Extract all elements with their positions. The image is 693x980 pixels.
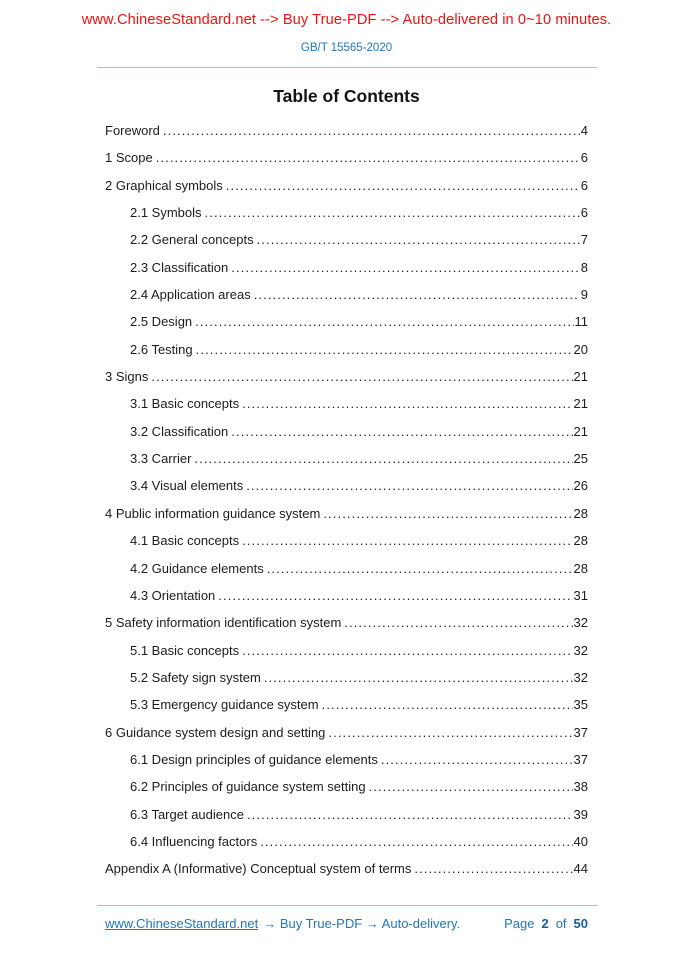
toc-entry[interactable]: [105, 199, 588, 226]
toc-entry-page: 9: [580, 287, 588, 303]
toc-dot-leader: [264, 664, 573, 691]
toc-entry-page: 37: [573, 724, 588, 740]
toc-entry-page: 6: [580, 177, 588, 193]
toc-entry-label: 4.3 Orientation: [130, 587, 216, 603]
toc-entry-page: 28: [573, 533, 588, 549]
toc-entry-label: 1 Scope: [105, 150, 153, 166]
toc-dot-leader: [163, 117, 580, 144]
toc-entry-label: 3.4 Visual elements: [130, 478, 244, 494]
toc-entry-page: 31: [573, 587, 588, 603]
toc-entry[interactable]: [105, 637, 588, 664]
toc-entry-page: 4: [580, 123, 588, 138]
toc-entry-label: 6.1 Design principles of guidance elements: [130, 751, 378, 767]
toc-entry-page: 21: [573, 369, 588, 385]
toc-entry-page: 20: [573, 341, 588, 357]
toc-entry-label: 3 Signs: [105, 369, 149, 385]
footer-promo: [105, 916, 460, 931]
toc-entry-page: 6: [580, 205, 588, 221]
toc-entry[interactable]: [105, 336, 588, 363]
toc-entry-label: 2.1 Symbols: [130, 205, 202, 221]
toc-dot-leader: [323, 500, 572, 527]
toc-dot-leader: [205, 199, 580, 226]
toc-entry-page: 39: [573, 806, 588, 822]
toc-dot-leader: [414, 855, 572, 882]
footer: [105, 916, 588, 931]
of-label: of: [555, 916, 567, 931]
toc-entry-page: 38: [573, 779, 588, 795]
toc-entry-label: 4 Public information guidance system: [105, 505, 321, 521]
toc-entry[interactable]: [105, 746, 588, 773]
page-current: 2: [541, 916, 549, 931]
footer-tagline: → Buy True-PDF → Auto-delivery.: [263, 916, 461, 931]
toc-entry[interactable]: [105, 172, 588, 199]
toc-entry-label: 5 Safety information identification system: [105, 615, 342, 631]
toc-entry-page: 28: [573, 505, 588, 521]
toc-entry[interactable]: [105, 254, 588, 281]
toc-entry-label: 6.2 Principles of guidance system setting: [130, 779, 366, 795]
toc-entry[interactable]: [105, 144, 588, 171]
toc-entry-label: 3.3 Carrier: [130, 451, 192, 467]
toc-dot-leader: [328, 719, 572, 746]
toc-entry-label: 4.2 Guidance elements: [130, 560, 264, 576]
page-total: 50: [573, 916, 588, 931]
toc-entry-label: 3.1 Basic concepts: [130, 396, 240, 412]
toc-entry-page: 21: [573, 396, 588, 412]
toc-entry-label: 6 Guidance system design and setting: [105, 724, 326, 740]
toc-entry-page: 32: [573, 615, 588, 631]
toc-entry[interactable]: [105, 773, 588, 800]
toc-entry-page: 26: [573, 478, 588, 494]
toc-entry[interactable]: [105, 390, 588, 417]
toc-entry-page: 21: [573, 423, 588, 439]
toc-entry[interactable]: [105, 308, 588, 335]
toc-entry[interactable]: [105, 582, 588, 609]
toc-entry-label: 4.1 Basic concepts: [130, 533, 240, 549]
toc-dot-leader: [242, 390, 572, 417]
footer-site-link[interactable]: www.ChineseStandard.net: [105, 916, 259, 931]
toc-entry-label: 2 Graphical symbols: [105, 177, 223, 193]
toc-entry[interactable]: [105, 500, 588, 527]
toc-dot-leader: [151, 363, 572, 390]
toc-entry-page: 7: [580, 232, 588, 248]
page-label: Page: [504, 916, 535, 931]
toc-dot-leader: [156, 144, 580, 171]
toc-entry-page: 44: [573, 861, 588, 877]
toc-entry-page: 11: [574, 314, 588, 330]
toc-entry-label: 2.3 Classification: [130, 259, 229, 275]
toc-entry-page: 28: [573, 560, 588, 576]
toc-dot-leader: [381, 746, 573, 773]
toc-entry-label: 2.5 Design: [130, 314, 193, 330]
toc-entry[interactable]: [105, 445, 588, 472]
footer-divider: [97, 905, 598, 906]
toc-entry-page: 25: [573, 451, 588, 467]
toc-dot-leader: [242, 637, 572, 664]
toc-dot-leader: [344, 609, 572, 636]
toc-entry[interactable]: [105, 828, 588, 855]
toc-entry-page: 35: [573, 697, 588, 713]
toc-dot-leader: [260, 828, 572, 855]
toc-entry-label: 6.4 Influencing factors: [130, 833, 258, 849]
toc-entry[interactable]: [105, 609, 588, 636]
toc-dot-leader: [247, 801, 573, 828]
toc-entry-label: 3.2 Classification: [130, 423, 229, 439]
table-of-contents: [105, 117, 588, 883]
toc-dot-leader: [322, 691, 573, 718]
toc-entry[interactable]: [105, 418, 588, 445]
toc-entry-page: 6: [580, 150, 588, 166]
toc-entry-label: 5.3 Emergency guidance system: [130, 697, 319, 713]
toc-entry-label: 6.3 Target audience: [130, 806, 244, 822]
toc-entry[interactable]: [105, 363, 588, 390]
toc-entry[interactable]: [105, 801, 588, 828]
toc-entry[interactable]: [105, 226, 588, 253]
toc-entry[interactable]: [105, 117, 588, 144]
toc-entry[interactable]: [105, 555, 588, 582]
promo-banner: www.ChineseStandard.net --> Buy True-PDF --> Auto-delivered in 0~10 minutes.: [81, 12, 612, 28]
toc-dot-leader: [231, 254, 579, 281]
toc-entry-page: 32: [573, 642, 588, 658]
toc-dot-leader: [195, 308, 573, 335]
toc-dot-leader: [267, 555, 573, 582]
toc-dot-leader: [196, 336, 573, 363]
toc-dot-leader: [254, 281, 580, 308]
page-indicator: [504, 916, 588, 931]
toc-entry[interactable]: [105, 664, 588, 691]
toc-dot-leader: [257, 226, 580, 253]
toc-entry-label: 5.1 Basic concepts: [130, 642, 240, 658]
toc-entry[interactable]: [105, 855, 588, 882]
toc-entry-label: 5.2 Safety sign system: [130, 669, 261, 685]
toc-entry-label: Appendix A (Informative) Conceptual system of terms: [105, 861, 412, 877]
toc-dot-leader: [246, 472, 572, 499]
toc-entry-label: 2.6 Testing: [130, 341, 193, 357]
toc-entry-page: 40: [573, 833, 588, 849]
toc-entry[interactable]: [105, 472, 588, 499]
toc-entry-label: 2.4 Application areas: [130, 287, 251, 303]
toc-dot-leader: [231, 418, 572, 445]
toc-dot-leader: [218, 582, 572, 609]
toc-entry-page: 8: [580, 259, 588, 275]
toc-entry[interactable]: [105, 527, 588, 554]
toc-dot-leader: [369, 773, 573, 800]
toc-entry-label: 2.2 General concepts: [130, 232, 254, 248]
page-title: Table of Contents: [273, 86, 420, 106]
toc-dot-leader: [242, 527, 572, 554]
toc-dot-leader: [194, 445, 572, 472]
toc-entry-page: 37: [573, 751, 588, 767]
toc-entry-label: Foreword: [105, 123, 160, 138]
toc-entry-page: 32: [573, 669, 588, 685]
toc-dot-leader: [226, 172, 580, 199]
header-divider: [97, 67, 598, 68]
toc-entry[interactable]: [105, 691, 588, 718]
toc-entry[interactable]: [105, 281, 588, 308]
standard-number: GB/T 15565-2020: [300, 42, 393, 54]
toc-entry[interactable]: [105, 719, 588, 746]
